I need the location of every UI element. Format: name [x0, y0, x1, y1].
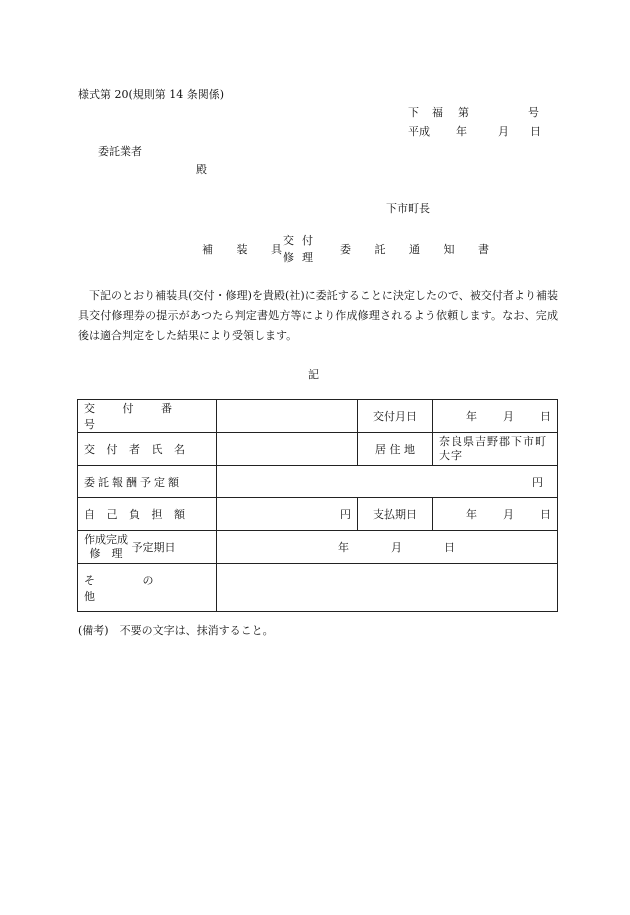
- month-label: 月: [498, 125, 509, 138]
- completion-date-field[interactable]: [217, 531, 558, 564]
- issue-date-month: 月: [503, 410, 514, 423]
- body-paragraph: 下記のとおり補装具(交付・修理)を貴殿(社)に委託することに決定したので、被交付者より補装具交付修理券の提示があつたら判定書処方等により作成修理されるよう依頼します。なお、完成後は適合判定をした結果により受領します。: [78, 289, 558, 342]
- completion-date-units: [223, 539, 551, 555]
- row-self-pay: [78, 498, 558, 531]
- title-right: 委 託 通 知 書: [340, 243, 499, 256]
- form-number: 様式第 20(規則第 14 条関係): [78, 88, 225, 101]
- fee-field[interactable]: [217, 466, 558, 498]
- residence-label: 居 住 地: [358, 433, 433, 466]
- self-pay-field[interactable]: [217, 498, 358, 531]
- completion-label-top: 作成完成: [84, 533, 128, 546]
- remarks-note: (備考) 不要の文字は、抹消すること。: [78, 624, 274, 637]
- recipient-name-label: 交 付 者 氏 名: [78, 433, 217, 466]
- ki-heading: 記: [308, 368, 319, 381]
- addressee-honorific: 殿: [196, 163, 207, 176]
- issue-date-field[interactable]: [433, 400, 558, 433]
- issuer-name: 下市町長: [386, 202, 430, 215]
- issue-date-units: [439, 408, 551, 424]
- title-stack-bottom: 修理: [283, 251, 321, 264]
- fee-unit: 円: [532, 475, 543, 489]
- number-prefix-shimo: 下: [408, 106, 419, 119]
- issue-number-field[interactable]: [217, 400, 358, 433]
- notice-form-table: [77, 399, 558, 612]
- row-issue-number: [78, 400, 558, 433]
- title-left: 補 装 具: [202, 243, 292, 256]
- residence-value[interactable]: 奈良県吉野郡下市町大字: [433, 433, 558, 466]
- issue-date-day: 日: [540, 410, 551, 423]
- completion-date-year: 年: [338, 541, 349, 554]
- payment-date-label: 支払期日: [358, 498, 433, 531]
- issue-number-label: 交 付 番 号: [78, 400, 217, 433]
- other-field[interactable]: [217, 564, 558, 612]
- payment-date-day: 日: [540, 508, 551, 521]
- title-stack: [283, 232, 321, 266]
- number-suffix-go: 号: [528, 106, 539, 119]
- day-label: 日: [530, 125, 541, 138]
- payment-date-year: 年: [466, 508, 477, 521]
- other-label: そ の 他: [78, 564, 217, 612]
- number-prefix-fuku: 福: [432, 106, 443, 119]
- payment-date-units: [439, 506, 551, 522]
- number-prefix-dai: 第: [458, 106, 469, 119]
- era-label: 平成: [408, 125, 430, 138]
- recipient-name-field[interactable]: [217, 433, 358, 466]
- completion-date-day: 日: [444, 541, 455, 554]
- addressee-label: 委託業者: [98, 145, 142, 158]
- completion-label-suffix: 予定期日: [131, 541, 176, 554]
- completion-date-month: 月: [391, 541, 402, 554]
- completion-label-stack: [84, 533, 128, 561]
- row-other: [78, 564, 558, 612]
- year-label: 年: [456, 125, 467, 138]
- title-stack-top: 交付: [283, 234, 321, 247]
- self-pay-unit: 円: [340, 508, 351, 521]
- self-pay-label: 自 己 負 担 額: [78, 498, 217, 531]
- issue-date-year: 年: [466, 410, 477, 423]
- fee-label: 委託報酬予定額: [78, 466, 217, 498]
- row-fee: [78, 466, 558, 498]
- row-completion: [78, 531, 558, 564]
- payment-date-field[interactable]: [433, 498, 558, 531]
- row-recipient: [78, 433, 558, 466]
- payment-date-month: 月: [503, 508, 514, 521]
- completion-label-bottom: 修 理: [89, 547, 123, 560]
- issue-date-label: 交付月日: [358, 400, 433, 433]
- completion-label: [78, 531, 217, 564]
